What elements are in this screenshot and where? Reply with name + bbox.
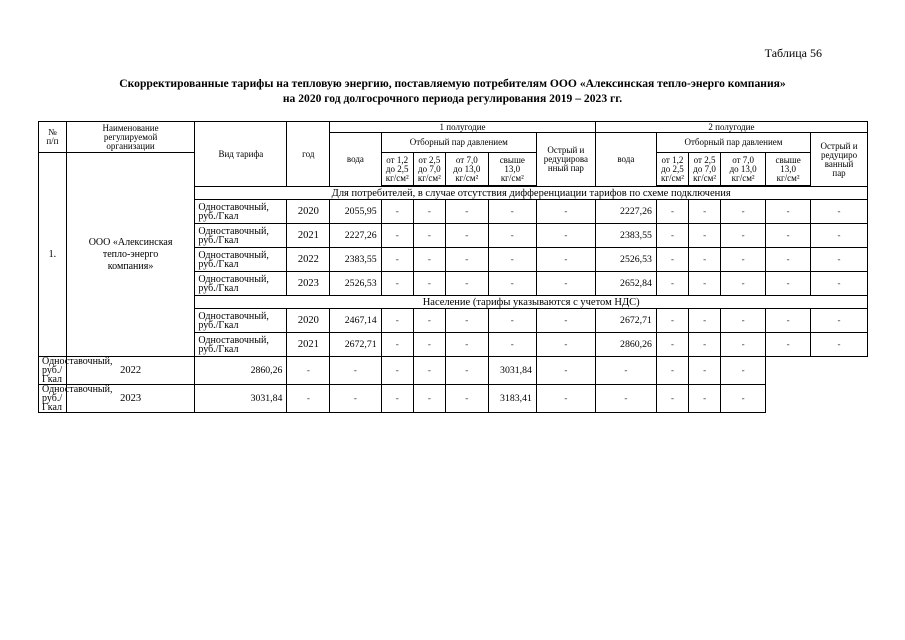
h2-pressure-p1-line: от 1,2	[661, 154, 684, 165]
tariff-type-header: Вид тарифа	[195, 122, 287, 187]
h1-empty-value: -	[536, 224, 595, 248]
h1-water-value: 2526,53	[330, 272, 381, 296]
h2-empty-value: -	[721, 224, 766, 248]
h1-pressure-p3-line: от 7,0	[455, 154, 478, 165]
h2-empty-value: -	[689, 309, 721, 333]
h1-pressure-p2-line: кг/см²	[417, 172, 441, 183]
num-col-header	[39, 122, 67, 153]
year-cell: 2020	[287, 309, 330, 333]
tariff-type-cell	[39, 356, 113, 385]
org-col-header-line: Наименование	[102, 122, 159, 133]
h1-empty-value: -	[413, 309, 445, 333]
h2-pressure-p2-line: кг/см²	[693, 172, 717, 183]
h1-sharp-steam-header-line: Острый и	[547, 145, 585, 155]
h1-empty-value: -	[445, 224, 488, 248]
h2-sharp-steam-header-line: редуциро	[820, 149, 858, 160]
year-cell: 2023	[287, 272, 330, 296]
h2-empty-value: -	[811, 333, 868, 357]
h2-empty-value: -	[656, 309, 688, 333]
h1-water-value: 2672,71	[330, 333, 381, 357]
table-title-line-2: на 2020 год долгосрочного периода регулирования 2019 – 2023 гг.	[282, 92, 623, 105]
h1-pressure-p2-line: от 2,5	[418, 154, 441, 165]
h1-empty-value: -	[536, 272, 595, 296]
h2-pressure-p2-line: до 7,0	[693, 163, 716, 174]
h2-water-value: 2672,71	[595, 309, 656, 333]
tariff-type-cell-line: руб./Гкал	[42, 393, 63, 413]
h1-pressure-p4-line: свыше	[499, 154, 525, 165]
tariff-type-cell-line: Одноставочный,	[198, 310, 269, 322]
h2-sharp-steam-header-line: Острый и	[820, 140, 858, 151]
h1-pressure-p4-line: 13,0	[504, 163, 521, 174]
h1-pressure-p1	[381, 153, 413, 186]
h2-sharp-steam-header-line: пар	[832, 167, 846, 178]
h1-pressure-p2-line: до 7,0	[418, 163, 441, 174]
row-number: 1.	[39, 153, 67, 357]
tariff-type-cell-line: руб./Гкал	[42, 365, 63, 385]
h2-empty-value: -	[721, 248, 766, 272]
h1-empty-value: -	[488, 333, 536, 357]
org-col-header	[66, 122, 195, 153]
table-number: Таблица 56	[764, 46, 822, 60]
table-row	[39, 357, 868, 385]
h2-pressure-p4-line: 13,0	[780, 163, 796, 174]
tariff-type-cell	[195, 309, 287, 333]
h2-pressure-p3-line: от 7,0	[732, 154, 755, 165]
h1-empty-value: -	[445, 309, 488, 333]
h2-water-value: 2383,55	[595, 224, 656, 248]
table-title	[40, 76, 865, 106]
table-title-line-1: Скорректированные тарифы на тепловую энергию, поставляемую потребителям ООО «Алексинская тепло-энерго компания»	[119, 77, 786, 90]
year-cell: 2021	[287, 333, 330, 357]
h1-empty-value: -	[536, 200, 595, 224]
h2-empty-value: -	[811, 224, 868, 248]
h1-water-value: 2227,26	[330, 224, 381, 248]
h1-empty-value: -	[445, 248, 488, 272]
h1-empty-value: -	[413, 200, 445, 224]
h2-steam-pressure-header: Отборный пар давлением	[656, 133, 810, 153]
h2-water-value: 2227,26	[595, 200, 656, 224]
h2-pressure-p2	[689, 153, 721, 186]
h1-empty-value: -	[536, 309, 595, 333]
h2-empty-value: -	[656, 224, 688, 248]
h1-water-value: 3031,84	[195, 385, 287, 413]
h1-pressure-p2	[413, 153, 445, 186]
h1-water-value: 2467,14	[330, 309, 381, 333]
h1-empty-value: -	[488, 309, 536, 333]
h1-empty-value: -	[381, 224, 413, 248]
h2-empty-value: -	[656, 248, 688, 272]
tariff-type-cell-line: руб./Гкал	[198, 282, 239, 294]
h1-empty-value: -	[287, 357, 330, 385]
h2-empty-value: -	[721, 333, 766, 357]
h2-empty-value: -	[536, 357, 595, 385]
h1-empty-value: -	[445, 357, 488, 385]
tariff-type-cell	[39, 384, 113, 413]
year-cell: 2022	[287, 248, 330, 272]
h2-empty-value: -	[689, 224, 721, 248]
h2-empty-value: -	[656, 272, 688, 296]
h1-water-value: 2383,55	[330, 248, 381, 272]
h2-empty-value: -	[656, 385, 688, 413]
tariff-type-cell-line: Одноставочный,	[198, 249, 269, 261]
organization-name-line: компания»	[107, 260, 154, 272]
h1-empty-value: -	[381, 272, 413, 296]
h1-empty-value: -	[413, 333, 445, 357]
year-cell: 2021	[287, 224, 330, 248]
tariff-type-cell-line: руб./Гкал	[198, 343, 239, 355]
h2-empty-value: -	[689, 200, 721, 224]
h1-steam-pressure-header: Отборный пар давлением	[381, 133, 536, 153]
h2-empty-value: -	[721, 357, 766, 385]
h2-empty-value: -	[595, 385, 656, 413]
org-col-header-line: регулируемой	[103, 131, 158, 142]
h2-empty-value: -	[689, 248, 721, 272]
h2-empty-value: -	[721, 385, 766, 413]
h2-empty-value: -	[766, 224, 811, 248]
h2-pressure-p4-line: свыше	[775, 154, 801, 165]
h1-empty-value: -	[488, 248, 536, 272]
h2-empty-value: -	[721, 309, 766, 333]
tariff-type-cell	[195, 333, 287, 357]
h2-empty-value: -	[766, 272, 811, 296]
h1-empty-value: -	[381, 333, 413, 357]
h1-empty-value: -	[381, 385, 413, 413]
h1-pressure-p1-line: до 2,5	[385, 163, 409, 174]
h2-water-value: 3031,84	[488, 357, 536, 385]
h1-empty-value: -	[445, 333, 488, 357]
h1-empty-value: -	[287, 385, 330, 413]
h2-water-value: 2860,26	[595, 333, 656, 357]
h1-empty-value: -	[536, 333, 595, 357]
section-heading: Население (тарифы указываются с учетом НДС)	[195, 296, 868, 309]
tariff-type-cell-line: руб./Гкал	[198, 258, 239, 270]
h2-empty-value: -	[656, 200, 688, 224]
h2-empty-value: -	[656, 333, 688, 357]
h2-empty-value: -	[689, 385, 721, 413]
h1-empty-value: -	[413, 224, 445, 248]
h1-water-header: вода	[330, 133, 381, 187]
h2-empty-value: -	[811, 309, 868, 333]
h2-empty-value: -	[536, 385, 595, 413]
table-row	[39, 385, 868, 413]
tariff-type-cell-line: руб./Гкал	[198, 319, 239, 331]
half1-header: 1 полугодие	[330, 122, 596, 133]
tariff-type-cell-line: руб./Гкал	[198, 234, 239, 246]
h2-empty-value: -	[766, 248, 811, 272]
org-col-header-line: организации	[106, 140, 155, 151]
year-cell: 2023	[66, 385, 195, 413]
h2-water-header: вода	[595, 133, 656, 187]
h1-empty-value: -	[488, 200, 536, 224]
year-cell: 2020	[287, 200, 330, 224]
h1-empty-value: -	[381, 357, 413, 385]
year-header: год	[287, 122, 330, 187]
tariff-type-cell-line: Одноставочный,	[198, 334, 269, 346]
h1-empty-value: -	[330, 357, 381, 385]
tariff-table	[38, 121, 868, 413]
organization-name	[66, 153, 195, 357]
tariff-type-cell-line: Одноставочный,	[42, 384, 113, 395]
h1-pressure-p4-line: кг/см²	[500, 172, 524, 183]
h2-pressure-p4-line: кг/см²	[776, 172, 800, 183]
h1-sharp-steam-header-line: нный пар	[547, 163, 584, 173]
h2-pressure-p1-line: кг/см²	[660, 172, 684, 183]
num-col-header-line: №	[48, 127, 57, 137]
h2-empty-value: -	[689, 333, 721, 357]
h1-empty-value: -	[381, 200, 413, 224]
h2-empty-value: -	[656, 357, 688, 385]
h2-water-value: 3183,41	[488, 385, 536, 413]
num-col-header-line: п/п	[46, 136, 59, 146]
h2-sharp-steam-header-line: ванный	[824, 158, 854, 169]
h2-pressure-p4	[766, 153, 811, 186]
h1-empty-value: -	[488, 224, 536, 248]
h1-pressure-p3	[445, 153, 488, 186]
h1-pressure-p1-line: от 1,2	[386, 154, 409, 165]
h1-empty-value: -	[445, 200, 488, 224]
organization-name-line: ООО «Алексинская	[88, 236, 173, 248]
h1-empty-value: -	[536, 248, 595, 272]
h1-empty-value: -	[413, 385, 445, 413]
h1-pressure-p1-line: кг/см²	[385, 172, 409, 183]
h1-empty-value: -	[413, 272, 445, 296]
h2-empty-value: -	[811, 200, 868, 224]
h2-pressure-p3-line: кг/см²	[731, 172, 755, 183]
h1-pressure-p3-line: кг/см²	[455, 172, 479, 183]
h2-water-value: 2652,84	[595, 272, 656, 296]
header-row-3	[39, 153, 868, 186]
h1-pressure-p3-line: до 13,0	[453, 163, 481, 174]
h1-water-value: 2055,95	[330, 200, 381, 224]
h2-empty-value: -	[811, 248, 868, 272]
h1-empty-value: -	[445, 272, 488, 296]
h2-pressure-p2-line: от 2,5	[693, 154, 716, 165]
h2-pressure-p1	[656, 153, 688, 186]
h2-empty-value: -	[721, 200, 766, 224]
tariff-type-cell	[195, 224, 287, 248]
h2-empty-value: -	[721, 272, 766, 296]
h2-pressure-p3-line: до 13,0	[729, 163, 757, 174]
half2-header: 2 полугодие	[595, 122, 867, 133]
h1-pressure-p4	[488, 153, 536, 186]
h2-water-value: 2526,53	[595, 248, 656, 272]
h2-empty-value: -	[766, 333, 811, 357]
h1-empty-value: -	[381, 248, 413, 272]
h2-empty-value: -	[766, 200, 811, 224]
organization-name-line: тепло-энерго	[102, 248, 159, 260]
h2-empty-value: -	[689, 272, 721, 296]
tariff-type-cell-line: Одноставочный,	[198, 273, 269, 285]
tariff-type-cell	[195, 272, 287, 296]
h1-empty-value: -	[381, 309, 413, 333]
h2-pressure-p1-line: до 2,5	[661, 163, 684, 174]
h2-empty-value: -	[766, 309, 811, 333]
h1-sharp-steam-header	[536, 133, 595, 187]
tariff-type-cell-line: Одноставочный,	[198, 201, 269, 213]
year-cell: 2022	[66, 357, 195, 385]
h2-empty-value: -	[595, 357, 656, 385]
tariff-type-cell-line: Одноставочный,	[198, 225, 269, 237]
h1-sharp-steam-header-line: редуцирова	[543, 154, 588, 164]
h1-empty-value: -	[413, 357, 445, 385]
h2-pressure-p3	[721, 153, 766, 186]
h2-sharp-steam-header	[811, 133, 868, 187]
h2-empty-value: -	[811, 272, 868, 296]
tariff-type-cell	[195, 200, 287, 224]
section-heading: Для потребителей, в случае отсутствия дифференциации тарифов по схеме подключения	[195, 187, 868, 200]
tariff-type-cell	[195, 248, 287, 272]
header-row-1	[39, 122, 868, 133]
h1-water-value: 2860,26	[195, 357, 287, 385]
tariff-type-cell-line: руб./Гкал	[198, 210, 239, 222]
h1-empty-value: -	[330, 385, 381, 413]
h1-empty-value: -	[488, 272, 536, 296]
h1-empty-value: -	[445, 385, 488, 413]
h1-empty-value: -	[413, 248, 445, 272]
tariff-type-cell-line: Одноставочный,	[42, 356, 113, 367]
h2-empty-value: -	[689, 357, 721, 385]
